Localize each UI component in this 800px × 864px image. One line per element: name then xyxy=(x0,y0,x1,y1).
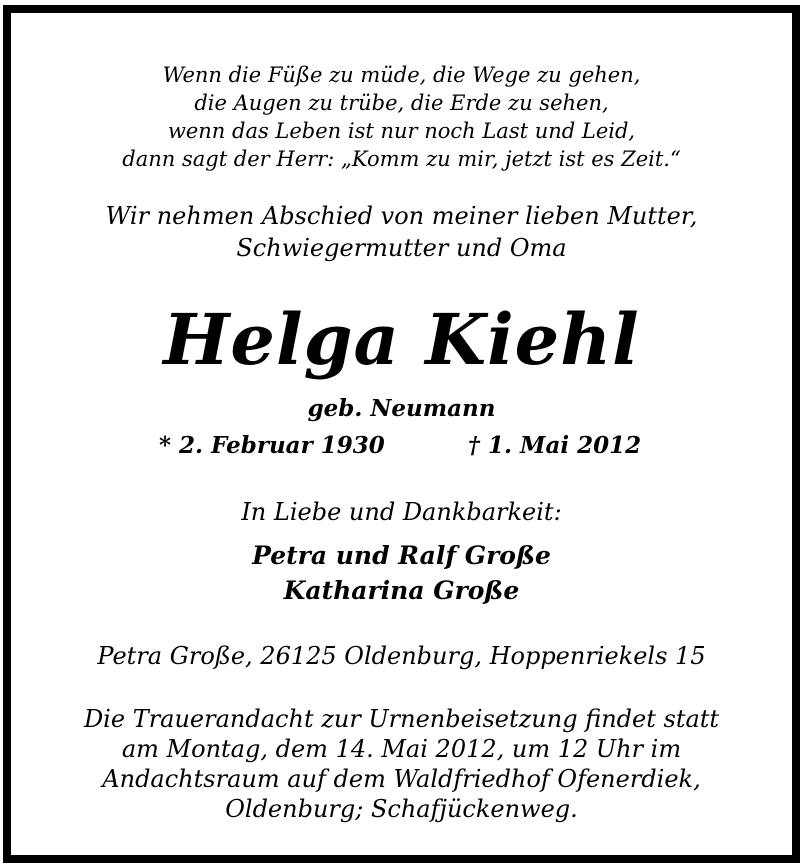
intro-line-1: Wir nehmen Abschied von meiner lieben Mutter, xyxy=(105,202,698,230)
contact-address: Petra Große, 26125 Oldenburg, Hoppenriekels 15 xyxy=(97,642,706,670)
mourner-name-2: Katharina Große xyxy=(283,576,520,605)
poem-line-3: wenn das Leben ist nur noch Last und Leid, xyxy=(167,119,636,143)
service-line-4: Oldenburg; Schafjückenweg. xyxy=(225,795,578,823)
mourners-heading: In Liebe und Dankbarkeit: xyxy=(241,498,562,526)
poem-line-4: dann sagt der Herr: „Komm zu mir, jetzt ist es Zeit.“ xyxy=(122,147,681,171)
mourner-name-1: Petra und Ralf Große xyxy=(252,541,551,570)
death-date: † 1. Mai 2012 xyxy=(468,432,642,459)
deceased-name: Helga Kiehl xyxy=(163,298,640,381)
birth-name: geb. Neumann xyxy=(307,395,496,422)
service-line-3: Andachtsraum auf dem Waldfriedhof Ofenerdiek, xyxy=(102,765,701,793)
poem-line-1: Wenn die Füße zu müde, die Wege zu gehen, xyxy=(162,63,641,87)
obituary-frame xyxy=(3,5,800,863)
obituary-content xyxy=(11,13,792,855)
poem-line-2: die Augen zu trübe, die Erde zu sehen, xyxy=(194,91,609,115)
intro-line-2: Schwiegermutter und Oma xyxy=(236,234,567,262)
service-line-1: Die Trauerandacht zur Urnenbeisetzung findet statt xyxy=(83,705,720,733)
service-line-2: am Montag, dem 14. Mai 2012, um 12 Uhr im xyxy=(121,735,682,763)
birth-date: * 2. Februar 1930 xyxy=(159,432,385,459)
